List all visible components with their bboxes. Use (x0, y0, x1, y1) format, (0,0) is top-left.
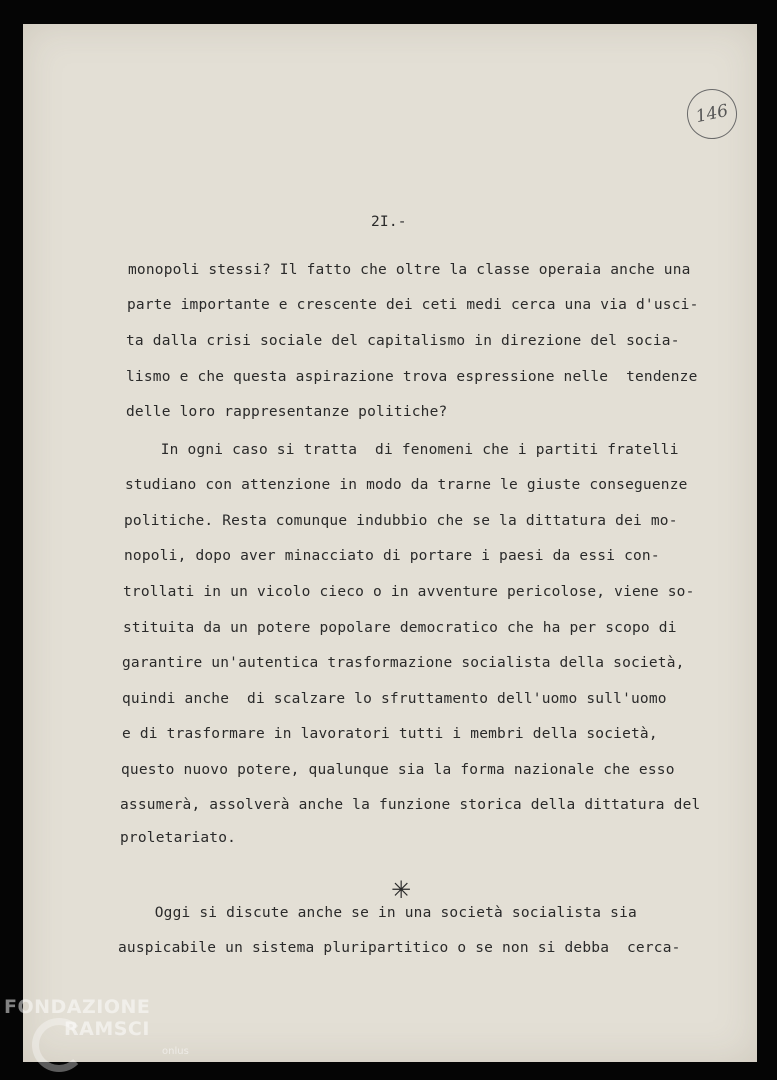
fondazione-gramsci-watermark (4, 996, 204, 1080)
text-line: studiano con attenzione in modo da trarne le giuste conseguenze (125, 477, 688, 493)
text-line: ta dalla crisi sociale del capitalismo in direzione del socia- (126, 333, 680, 349)
text-line: proletariato. (120, 830, 237, 846)
text-line: assumerà, assolverà anche la funzione storica della dittatura del (120, 797, 701, 813)
watermark-line2: RAMSCI (64, 1018, 150, 1040)
watermark-line3: onlus (162, 1046, 189, 1057)
text-line: e di trasformare in lavoratori tutti i membri della società, (122, 726, 658, 742)
text-line: auspicabile un sistema pluripartitico o se non si debba cerca- (118, 940, 681, 956)
text-line: monopoli stessi? Il fatto che oltre la classe operaia anche una (128, 262, 691, 278)
folio-stamp (682, 84, 741, 143)
text-line: stituita da un potere popolare democratico che ha per scopo di (123, 620, 677, 636)
typewritten-page (23, 24, 757, 1062)
text-line: garantire un'autentica trasformazione socialista della società, (122, 655, 685, 671)
text-line: delle loro rappresentanze politiche? (126, 404, 448, 420)
folio-number: 146 (694, 100, 730, 128)
watermark-line1: FONDAZIONE (4, 996, 151, 1018)
page-number: 2I.- (371, 214, 407, 230)
text-line: quindi anche di scalzare lo sfruttamento dell'uomo sull'uomo (122, 691, 667, 707)
text-line: politiche. Resta comunque indubbio che se la dittatura dei mo- (124, 513, 678, 529)
text-line: parte importante e crescente dei ceti medi cerca una via d'usci- (127, 297, 699, 313)
section-separator: ✳ (391, 876, 412, 904)
text-line: lismo e che questa aspirazione trova espressione nelle tendenze (126, 369, 698, 385)
text-line: nopoli, dopo aver minacciato di portare i paesi da essi con- (124, 548, 660, 564)
text-line: trollati in un vicolo cieco o in avventure pericolose, viene so- (123, 584, 695, 600)
text-line: In ogni caso si tratta di fenomeni che i partiti fratelli (125, 442, 679, 458)
text-line: questo nuovo potere, qualunque sia la forma nazionale che esso (121, 762, 675, 778)
text-line: Oggi si discute anche se in una società socialista sia (119, 905, 637, 921)
